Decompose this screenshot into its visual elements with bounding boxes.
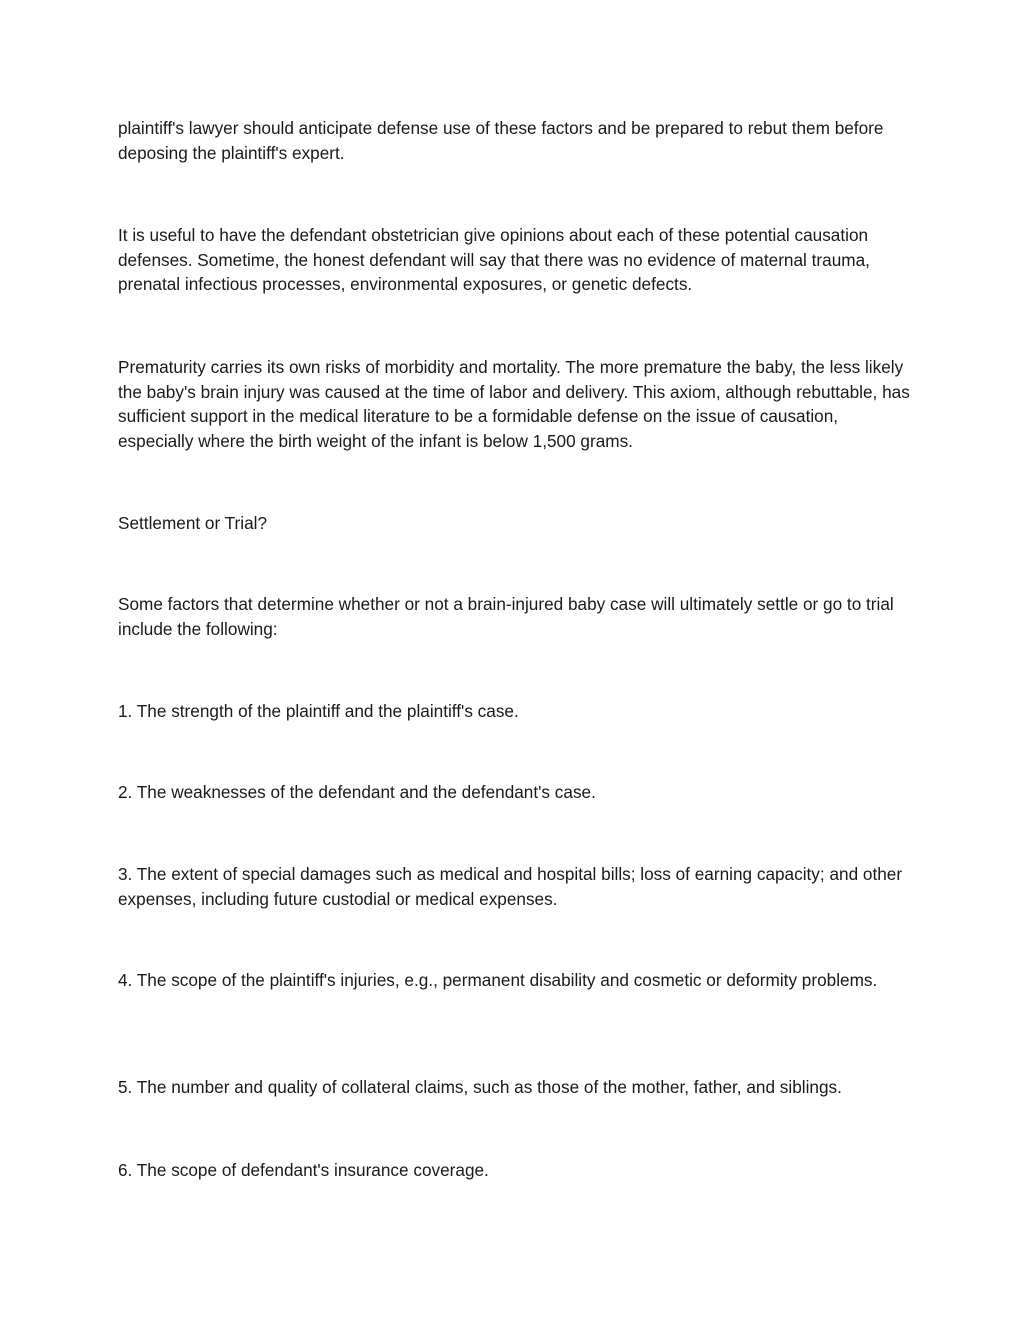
paragraph-prematurity: Prematurity carries its own risks of morbidity and mortality. The more premature the baby, the less likely the baby's brain injury was caused at the time of labor and delivery. This axiom, although rebuttable, has sufficient support in the medical literature to be a formidable defense on the issue of causation, especially where the birth weight of the infant is below 1,500 grams. bbox=[118, 357, 910, 451]
paragraph-defendant-opinions: It is useful to have the defendant obstetrician give opinions about each of these potential causation defenses. Sometime, the honest defendant will say that there was no evidence of maternal trauma, prenatal infectious processes, environmental exposures, or genetic defects. bbox=[118, 225, 870, 294]
list-item-3: 3. The extent of special damages such as medical and hospital bills; loss of earning capacity; and other expenses, including future custodial or medical expenses. bbox=[118, 864, 903, 909]
list-item-6: 6. The scope of defendant's insurance coverage. bbox=[118, 1160, 489, 1180]
list-item-4: 4. The scope of the plaintiff's injuries, e.g., permanent disability and cosmetic or deformity problems. bbox=[118, 970, 878, 990]
list-item-2: 2. The weaknesses of the defendant and the defendant's case. bbox=[118, 782, 596, 802]
paragraph-factors-intro: Some factors that determine whether or not a brain-injured baby case will ultimately settle or go to trial include the following: bbox=[118, 594, 894, 639]
section-heading: Settlement or Trial? bbox=[118, 513, 268, 533]
paragraph-rebuttal-preparation: plaintiff's lawyer should anticipate defense use of these factors and be prepared to rebut them before deposing the plaintiff's expert. bbox=[118, 118, 884, 163]
list-item-1: 1. The strength of the plaintiff and the plaintiff's case. bbox=[118, 701, 519, 721]
list-item-5: 5. The number and quality of collateral claims, such as those of the mother, father, and siblings. bbox=[118, 1077, 842, 1097]
